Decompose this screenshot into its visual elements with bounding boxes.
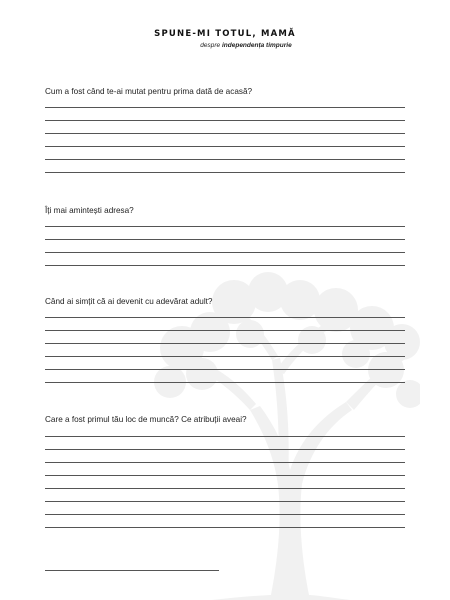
question-section-3 (45, 296, 405, 307)
question-section-2 (45, 205, 405, 216)
answer-line[interactable] (45, 239, 405, 240)
answer-line[interactable] (45, 159, 405, 160)
answer-line[interactable] (45, 382, 405, 383)
answer-line[interactable] (45, 343, 405, 344)
tree-watermark-icon (150, 270, 420, 600)
answer-line[interactable] (45, 133, 405, 134)
subtitle-prefix: despre (200, 42, 222, 49)
answer-line[interactable] (45, 514, 405, 515)
page-header (0, 29, 450, 50)
page-subtitle (0, 41, 450, 50)
question-section-1 (45, 86, 405, 97)
answer-line[interactable] (45, 265, 405, 266)
answer-line[interactable] (45, 107, 405, 108)
answer-line[interactable] (45, 527, 405, 528)
answer-line[interactable] (45, 226, 405, 227)
answer-line[interactable] (45, 120, 405, 121)
answer-line[interactable] (45, 449, 405, 450)
answer-line[interactable] (45, 356, 405, 357)
answer-line[interactable] (45, 488, 405, 489)
answer-line[interactable] (45, 172, 405, 173)
question-text: Care a fost primul tău loc de muncă? Ce atribuții aveai? (45, 415, 247, 424)
answer-line[interactable] (45, 330, 405, 331)
answer-line[interactable] (45, 369, 405, 370)
question-text: Când ai simțit că ai devenit cu adevărat adult? (45, 297, 213, 306)
signature-line[interactable] (45, 570, 219, 571)
question-text: Îți mai amintești adresa? (45, 206, 134, 215)
answer-line[interactable] (45, 317, 405, 318)
answer-line[interactable] (45, 252, 405, 253)
answer-line[interactable] (45, 462, 405, 463)
subtitle-emphasis: independența timpurie (221, 42, 292, 49)
question-section-4 (45, 414, 405, 425)
question-text: Cum a fost când te-ai mutat pentru prima dată de acasă? (45, 87, 253, 96)
answer-line[interactable] (45, 436, 405, 437)
page-title: SPUNE-MI TOTUL, MAMĂ (154, 29, 296, 39)
answer-line[interactable] (45, 475, 405, 476)
answer-line[interactable] (45, 501, 405, 502)
answer-line[interactable] (45, 146, 405, 147)
